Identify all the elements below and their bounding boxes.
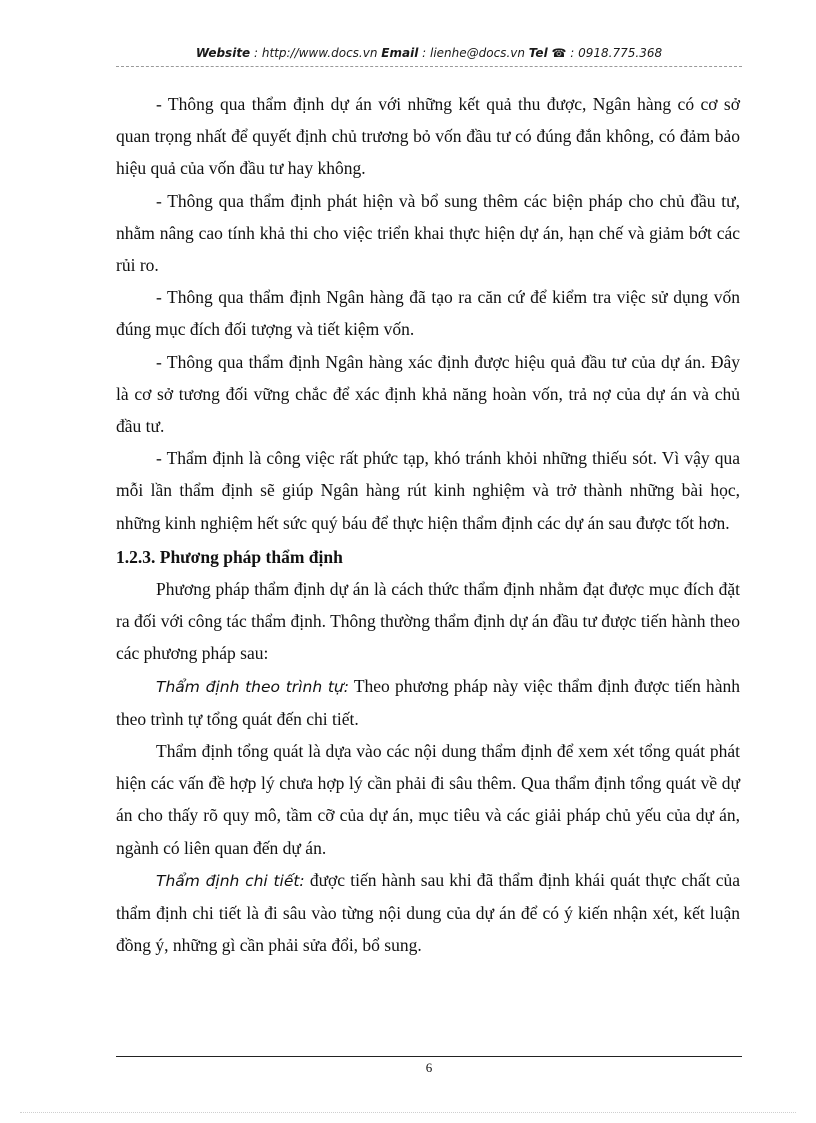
section-heading: 1.2.3. Phương pháp thẩm định: [116, 546, 343, 567]
paragraph-text: được tiến hành sau khi đã thẩm định khái quát thực chất của thẩm định chi tiết là đi sâu vào từng nội dung của dự án để có ý kiến nhận xét, kết luận đồng ý, những gì cần phải sửa đổi, bổ sung.: [116, 869, 740, 956]
website-label: Website: [195, 46, 251, 60]
footer-divider: [116, 1056, 742, 1057]
email-address[interactable]: lienhe@docs.vn: [429, 46, 525, 60]
paragraph: Phương pháp thẩm định dự án là cách thức thẩm định nhằm đạt được mục đích đặt ra đối với công tác thẩm định. Thông thường thẩm định dự án đầu tư được tiến hành theo các phương pháp sau:: [116, 579, 740, 664]
website-separator: :: [250, 46, 262, 60]
paragraph-text: Theo phương pháp này việc thẩm định được tiến hành theo trình tự tổng quát đến chi tiết.: [116, 675, 740, 729]
paragraph: - Thông qua thẩm định Ngân hàng xác định được hiệu quả đầu tư của dự án. Đây là cơ sở tương đối vững chắc để xác định khả năng hoàn vốn, trả nợ của dự án và chủ đầu tư.: [116, 351, 740, 437]
paragraph: [116, 670, 740, 735]
tel-number: : 0918.775.368: [566, 46, 663, 60]
page-header: [116, 46, 742, 60]
emphasis-term: Thẩm định theo trình tự:: [156, 677, 349, 696]
email-separator: :: [418, 46, 430, 60]
page-number: 6: [425, 1060, 433, 1075]
paragraph: - Thông qua thẩm định dự án với những kết quả thu được, Ngân hàng có cơ sở quan trọng nhất để quyết định chủ trương bỏ vốn đầu tư có đúng đắn không, có đảm bảo hiệu quả của vốn đầu tư hay không.: [116, 94, 740, 179]
paragraph: - Thẩm định là công việc rất phức tạp, khó tránh khỏi những thiếu sót. Vì vậy qua mỗi lần thẩm định sẽ giúp Ngân hàng rút kinh nghiệm và trở thành những bài học, những kinh nghiệm hết sức quý báu để thực hiện thẩm định các dự án sau được tốt hơn.: [116, 448, 740, 533]
telephone-icon: ☎: [551, 46, 567, 60]
paragraph: Thẩm định tổng quát là dựa vào các nội dung thẩm định để xem xét tổng quát phát hiện các vấn đề hợp lý chưa hợp lý cần phải đi sâu thêm. Qua thẩm định tổng quát về dự án cho thấy rõ quy mô, tầm cỡ của dự án, mục tiêu và các giải pháp chủ yếu của dự án, ngành có liên quan đến dự án.: [116, 741, 740, 858]
paragraph: - Thông qua thẩm định Ngân hàng đã tạo ra căn cứ để kiểm tra việc sử dụng vốn đúng mục đích đối tượng và tiết kiệm vốn.: [116, 287, 740, 340]
page-bottom-edge: [20, 1112, 796, 1113]
tel-label: Tel: [528, 46, 548, 60]
document-body: [116, 88, 740, 961]
header-divider: [116, 66, 742, 67]
website-url[interactable]: http://www.docs.vn: [261, 46, 378, 60]
email-label: Email: [381, 46, 419, 60]
paragraph: - Thông qua thẩm định phát hiện và bổ sung thêm các biện pháp cho chủ đầu tư, nhằm nâng cao tính khả thi cho việc triển khai thực hiện dự án, hạn chế và giảm bớt các rủi ro.: [116, 190, 740, 276]
paragraph: [116, 864, 740, 962]
emphasis-term: Thẩm định chi tiết:: [156, 871, 305, 890]
